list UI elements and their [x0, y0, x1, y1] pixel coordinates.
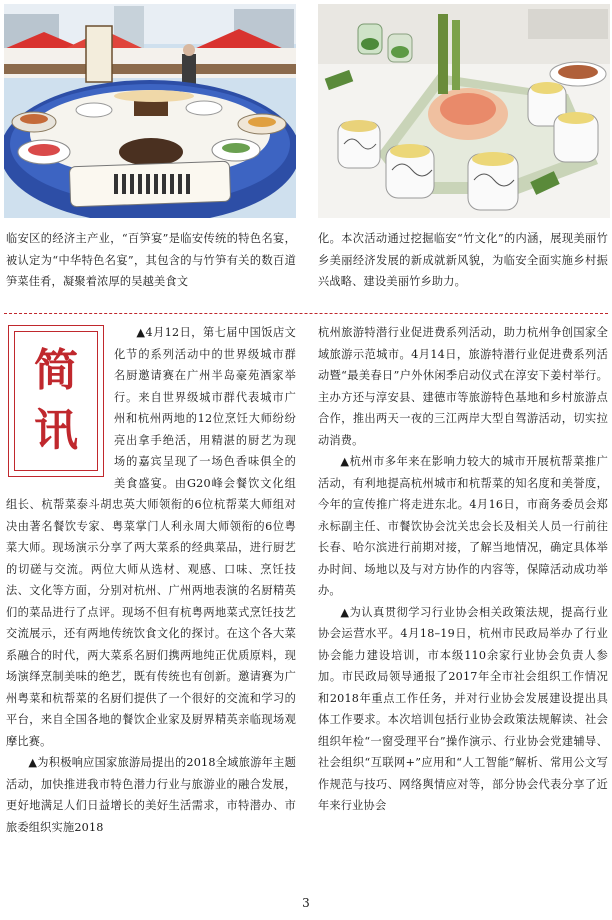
brief-news-label	[8, 325, 104, 477]
dishes-photo-right	[318, 4, 610, 218]
paragraph-top-left: 临安区的经济主产业，“百笋宴”是临安传统的特色名宴，被认定为“中华特色名宴”，其包含的与竹笋有关的数百道笋菜佳肴，凝聚着浓厚的吴越美食文	[6, 232, 296, 288]
top-text-left	[6, 228, 296, 293]
page-number: 3	[302, 896, 310, 910]
brief-label-char-1: 简	[34, 345, 78, 396]
news-item-hangbang-promotion: ▲杭州市多年来在影响力较大的城市开展杭帮菜推广活动，有利地提高杭州城市和杭帮菜的知名度和美誉度，今年的宣传推广将走进东北。4月16日，市商务委员会郑永标副主任、市餐饮协会沈关忠会长及相关人员一行前往长春、哈尔滨进行前期对接，了解当地情况，确定具体举办时间、场地以及与对方协作的内容等，保障活动成功举办。	[318, 455, 608, 597]
paragraph-top-right: 化。本次活动通过挖掘临安“竹文化”的内涵，展现美丽竹乡美丽经济发展的新成就新风貌，为临安全面实施乡村振兴战略、建设美丽竹乡助力。	[318, 232, 608, 288]
news-item-tourism-start: ▲为积极响应国家旅游局提出的2018全域旅游年主题活动，加快推进我市特色潜力行业与旅游业的融合发展，更好地满足人们日益增长的美好生活需求，市特潜办、市旅委组织实施2018	[6, 756, 296, 834]
section-divider	[4, 313, 608, 314]
top-text-right	[318, 228, 608, 293]
news-item-chef-competition: ▲4月12日，第七届中国饭店文化节的系列活动中的世界级城市群名厨邀请赛在广州半岛豪苑酒家举行。来自世界级城市群代表城市广州和杭州两地的12位烹饪大师纷纷亮出拿手绝活，用精湛的厨艺为现场的嘉宾呈现了一场色香味俱全的美食盛宴。由G20峰会餐饮文化组组长、杭帮菜泰斗胡忠英大师领衔的6位杭帮菜大师组对决由著名餐饮专家、粤菜掌门人利永周大师领衔的6位粤菜大师。现场演示分享了两大菜系的经典菜品，进行厨艺的切磋与交流。两位大师从选材、观感、口味、烹饪技法、文化等方面，分别对杭州、广州两地表演的名厨精英们的菜品进行了点评。现场不但有杭粤两地菜式烹饪技艺交流展示，还有两地传统饮食文化的探讨。在这个各大菜系融合的时代，两大菜系名厨们携两地纯正优质原料，现场演绎烹制美味的绝艺，既有传统也有创新。邀请赛为广州粤菜和杭帮菜的名厨们提供了一个很好的交流和学习的平台，来自全国各地的餐饮企业家及厨界精英亲临现场观摩比赛。	[6, 326, 296, 748]
brief-right-column	[318, 322, 608, 817]
news-item-tourism-continued: 杭州旅游特潜行业促进费系列活动，助力杭州争创国家全域旅游示范城市。4月14日，旅游特潜行业促进费系列活动暨“最美春日”户外休闲季启动仪式在淳安下姜村举行。主办方还与淳安县、建德市等旅游特色基地和乡村旅游点合作，推出两天一夜的三江两岸大型自驾游活动，切实拉动消费。	[318, 326, 608, 447]
news-item-association-training: ▲为认真贯彻学习行业协会相关政策法规，提高行业协会运营水平。4月18–19日，杭州市民政局举办了行业协会能力建设培训，市本级110余家行业协会负责人参加。市民政局领导通报了2017年全市社会组织工作情况和2018年重点工作任务，并对行业协会发展建设提出具体工作要求。本次培训包括行业协会政策法规解读、社会组织年检“一窗受理平台”操作演示、行业协会党建辅导、社会组织“互联网+”应用和“人工智能”解析、常用公文写作规范与技巧、网络舆情应对等，部分协会代表分享了近年来行业协会	[318, 605, 608, 812]
banquet-photo-left	[4, 4, 296, 218]
brief-label-char-2: 讯	[34, 405, 78, 456]
